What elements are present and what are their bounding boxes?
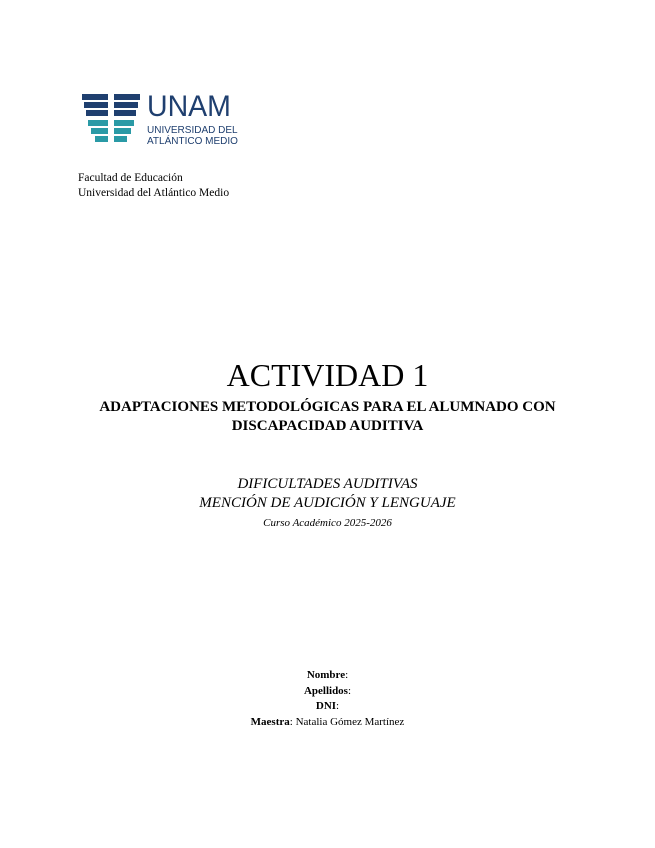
- document-title: ACTIVIDAD 1: [226, 357, 429, 393]
- logo-subtitle-line2: ATLÁNTICO MEDIO: [147, 136, 238, 147]
- unam-emblem-icon: [82, 92, 142, 148]
- dni-row: DNI:: [315, 700, 340, 712]
- logo-name: UNAM: [147, 90, 231, 123]
- university-logo: [82, 92, 238, 148]
- document-subtitle: ADAPTACIONES METODOLÓGICAS PARA EL ALUMNADO CON DISCAPACIDAD AUDITIVA: [99, 399, 556, 434]
- subject-block: [0, 475, 655, 513]
- subject-name: DIFICULTADES AUDITIVAS: [237, 476, 418, 492]
- university-name: Universidad del Atlántico Medio: [78, 187, 230, 199]
- faculty-name: Facultad de Educación: [78, 172, 183, 184]
- maestra-value: Natalia Gómez Martínez: [295, 715, 405, 728]
- academic-year: Curso Académico 2025-2026: [263, 517, 392, 529]
- specialization-name: MENCIÓN DE AUDICIÓN Y LENGUAJE: [199, 495, 456, 511]
- logo-subtitle-line1: UNIVERSIDAD DEL: [147, 125, 238, 136]
- apellidos-row: Apellidos:: [303, 684, 352, 697]
- maestra-row: Maestra: Natalia Gómez Martínez: [250, 715, 405, 728]
- faculty-block: [78, 171, 229, 201]
- logo-wordmark: [147, 92, 238, 147]
- maestra-label: Maestra: [250, 715, 290, 728]
- dni-label: DNI: [315, 700, 337, 712]
- nombre-label: Nombre: [306, 669, 346, 681]
- nombre-row: Nombre:: [306, 669, 349, 681]
- apellidos-label: Apellidos: [303, 684, 348, 697]
- student-info-block: [0, 668, 655, 730]
